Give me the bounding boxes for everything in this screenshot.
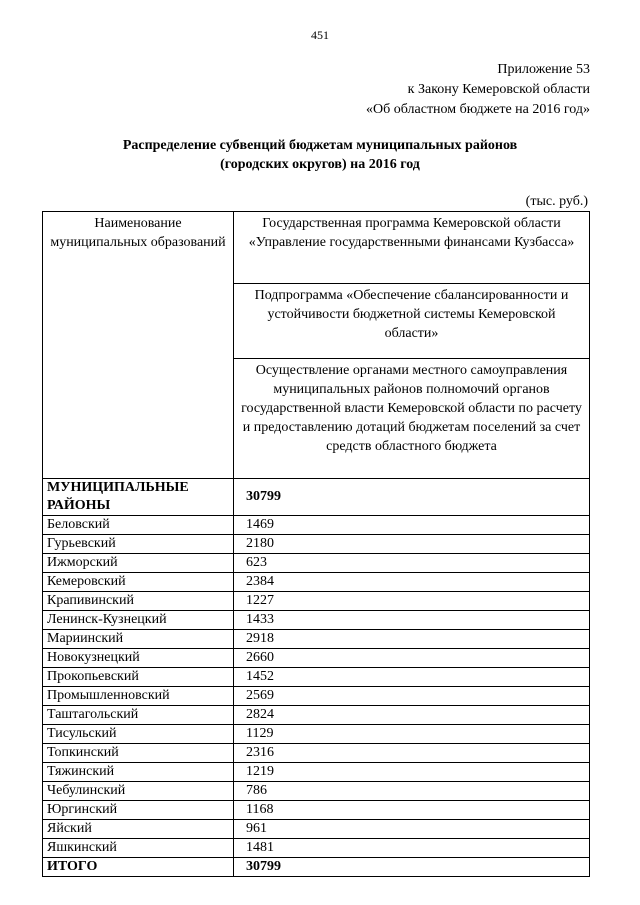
section-value: 30799 (234, 479, 590, 516)
appendix-reference (366, 60, 590, 120)
table-row (43, 706, 590, 725)
page-number: 451 (311, 28, 329, 42)
district-value: 2384 (234, 573, 590, 592)
table-row (43, 592, 590, 611)
section-row (43, 479, 590, 516)
district-name: Яйский (43, 820, 234, 839)
table-row (43, 782, 590, 801)
table-row (43, 744, 590, 763)
table-row (43, 687, 590, 706)
district-name: Тяжинский (43, 763, 234, 782)
district-value: 2660 (234, 649, 590, 668)
district-name: Ижморский (43, 554, 234, 573)
district-value: 1469 (234, 516, 590, 535)
district-name: Новокузнецкий (43, 649, 234, 668)
subvention-table (42, 211, 590, 877)
district-value: 1219 (234, 763, 590, 782)
district-name: Кемеровский (43, 573, 234, 592)
district-name: Топкинский (43, 744, 234, 763)
district-value: 1168 (234, 801, 590, 820)
header-subprogram: Подпрограмма «Обеспечение сбалансированности и устойчивости бюджетной системы Кемеровской области» (234, 284, 590, 359)
table-row (43, 820, 590, 839)
table-row (43, 554, 590, 573)
document-title-line-1: Распределение субвенций бюджетам муниципальных районов (122, 138, 518, 153)
table-row (43, 649, 590, 668)
district-name: Беловский (43, 516, 234, 535)
district-name: Промышленновский (43, 687, 234, 706)
district-value: 786 (234, 782, 590, 801)
district-value: 1433 (234, 611, 590, 630)
district-name: Гурьевский (43, 535, 234, 554)
table-row (43, 668, 590, 687)
table-row (43, 516, 590, 535)
table-header-row (43, 212, 590, 284)
table-row (43, 573, 590, 592)
appendix-line-3: «Об областном бюджете на 2016 год» (366, 102, 590, 117)
header-name-column: Наименование муниципальных образований (43, 212, 234, 479)
district-value: 961 (234, 820, 590, 839)
header-program: Государственная программа Кемеровской области «Управление государственными финансами Кузбасса» (234, 212, 590, 284)
district-value: 1481 (234, 839, 590, 858)
units-label: (тыс. руб.) (525, 194, 588, 209)
district-value: 1452 (234, 668, 590, 687)
district-name: Мариинский (43, 630, 234, 649)
district-name: Ленинск-Кузнецкий (43, 611, 234, 630)
district-value: 623 (234, 554, 590, 573)
table-row (43, 535, 590, 554)
appendix-line-1: Приложение 53 (497, 62, 590, 77)
total-row (43, 858, 590, 877)
table-row (43, 839, 590, 858)
district-value: 1129 (234, 725, 590, 744)
total-label: ИТОГО (43, 858, 234, 877)
district-value: 2569 (234, 687, 590, 706)
appendix-line-2: к Закону Кемеровской области (407, 82, 590, 97)
district-name: Прокопьевский (43, 668, 234, 687)
district-name: Таштагольский (43, 706, 234, 725)
district-name: Юргинский (43, 801, 234, 820)
district-name: Крапивинский (43, 592, 234, 611)
district-value: 1227 (234, 592, 590, 611)
district-value: 2918 (234, 630, 590, 649)
document-title (60, 136, 580, 174)
section-name: МУНИЦИПАЛЬНЫЕ РАЙОНЫ (43, 479, 234, 516)
table-row (43, 725, 590, 744)
header-activity: Осуществление органами местного самоуправления муниципальных районов полномочий органов государственной власти Кемеровской области по расчету и предоставлению дотаций бюджетам поселений за счет средств областного бюджета (234, 358, 590, 478)
total-value: 30799 (234, 858, 590, 877)
table-row (43, 630, 590, 649)
table-row (43, 611, 590, 630)
district-value: 2180 (234, 535, 590, 554)
table-row (43, 801, 590, 820)
district-value: 2824 (234, 706, 590, 725)
document-title-line-2: (городских округов) на 2016 год (220, 157, 420, 172)
district-name: Яшкинский (43, 839, 234, 858)
district-name: Чебулинский (43, 782, 234, 801)
table-row (43, 763, 590, 782)
district-value: 2316 (234, 744, 590, 763)
district-name: Тисульский (43, 725, 234, 744)
